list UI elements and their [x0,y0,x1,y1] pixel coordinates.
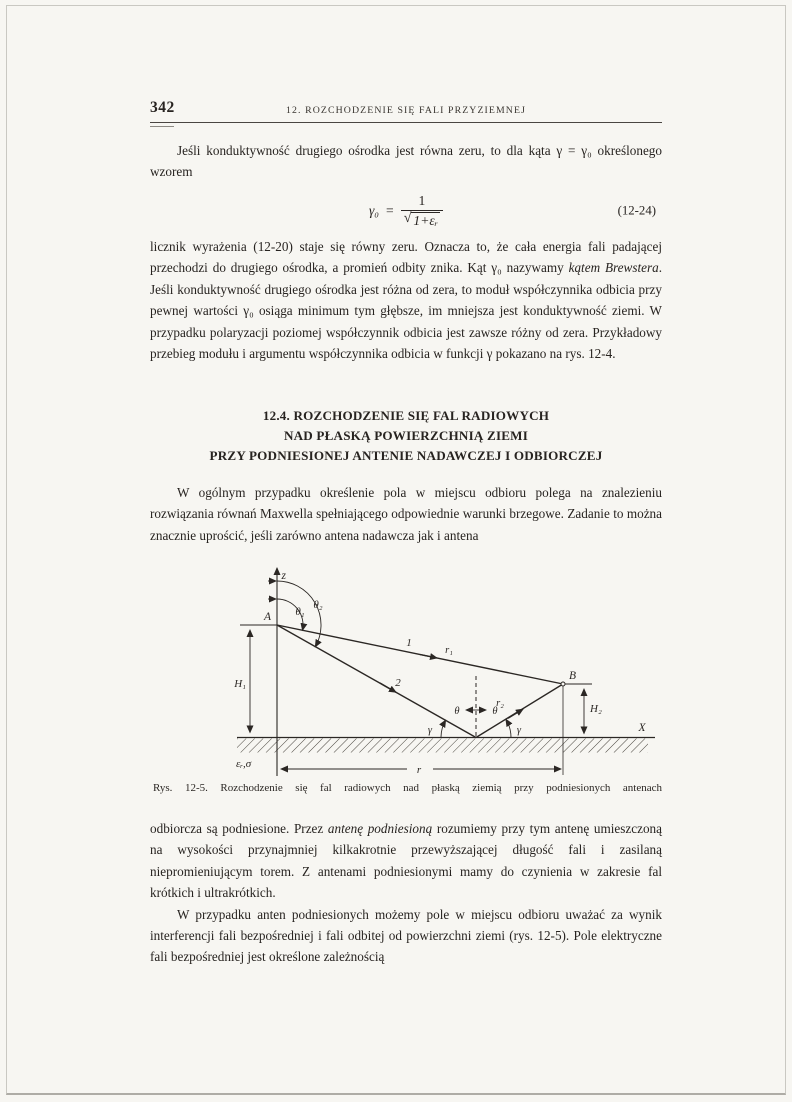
theta2-label: θ₂ [313,599,323,611]
section-heading-line1: 12.4. ROZCHODZENIE SIĘ FAL RADIOWYCH [262,408,550,423]
section-heading-line3: PRZY PODNIESIONEJ ANTENIE NADAWCZEJ I ODBIORCZEJ [209,448,603,463]
point-b-label: B [569,670,577,682]
ray2-label: 2 [395,677,401,689]
bottom-text-block [150,818,662,968]
raised-antenna-term: antenę podniesioną [327,821,433,836]
theta1-label: θ₁ [295,606,305,618]
paragraph-maxwell: W ogólnym przypadku określenie pola w miejscu odbioru polega na znalezieniu rozwiązania równań Maxwella spełniającego odpowiednie warunki brzegowe. Zadanie to można znacznie uprościć, jeśli zarówno antena nadawcza jak i antena [150,485,662,543]
incident-ray [277,625,476,738]
reflected-ray-arrow [508,709,523,718]
r-dimension-label: r [416,764,422,776]
paragraph-brewster-part1: licznik wyrażenia (12-20) staje się równy zeru. Oznacza to, że cała energia fali padającej przechodzi do drugiego ośrodka, a promień odbity znika. Kąt γ₀ nazywamy [150,239,662,276]
h2-label: H₂ [590,703,602,715]
fraction-numerator: 1 [401,194,443,211]
radical-sign: √ [403,211,412,227]
ground-constants-label: εᵣ,σ [236,758,252,770]
point-a-label: A [263,611,271,623]
figure-caption: Rys. 12-5. Rozchodzenie się fal radiowych nad płaską ziemią przy podniesionych antenach [153,782,662,794]
ground-hatching [237,739,648,753]
h1-label: H₁ [234,678,246,690]
z-axis-label: z [281,570,286,582]
section-heading-line2: NAD PŁASKĄ POWIERZCHNIĄ ZIEMI [283,428,529,443]
paragraph-brewster [150,236,662,364]
paragraph-brewster-part2: . Jeśli konduktywność drugiego ośrodka jest różna od zera, to moduł współczynnika odbicia przy pewnej wartości γ₀ osiąga minimum tym głębsze, im mniejsza jest konduktywność ziemi. W przypadku polaryzacji poziomej współczynnik odbicia jest zawsze różny od zera. Przykładowy przebieg modułu i argumentu współczynnika odbicia w funkcji γ pokazano na rys. 12-4. [150,260,662,362]
theta-reflected-label: θ [492,706,498,717]
gamma-incident-arc [441,720,446,737]
paragraph-raised-part1: odbiorcza są podniesione. Przez [150,821,328,836]
equation-equals: = [386,202,394,218]
paragraph-intro: Jeśli konduktywność drugiego ośrodka jest równa zeru, to dla kąta γ = γ₀ określonego wzorem [150,143,662,180]
incident-ray-arrow [380,683,396,692]
ray1-label: 1 [406,637,412,649]
equation-12-24 [150,187,662,234]
section-heading-12-4 [150,406,662,466]
r2-label: r₂ [496,698,504,709]
running-header: 12. ROZCHODZENIE SIĘ FALI PRZYZIEMNEJ [286,105,526,116]
direct-ray-arrow [420,655,437,659]
gamma-incident-label: γ [427,725,433,736]
x-axis-label: X [638,722,646,734]
equation-lhs: γ₀ [368,202,380,218]
brewster-angle-term: kątem Brewstera [568,260,659,276]
point-b-marker [561,682,565,686]
equation-number: (12-24) [617,203,656,217]
page-number: 342 [150,99,175,116]
equation-body [150,187,662,234]
paragraph-raised-part2: rozumiemy przy tym antenę umieszczoną na wysokości przynajmniej kilkakrotnie przewyższającej długość fali i zasilaną niepromieniującym torem. Z antenami podniesionymi mamy do czynienia w zakresie fal krótkich i ultrakrótkich. [150,821,662,901]
page-number-underline [150,126,174,127]
antenna-diagram [228,558,664,780]
equation-fraction [401,194,443,229]
gamma-reflected-arc [506,719,511,737]
page-header [150,99,662,123]
gamma-reflected-label: γ [516,725,522,736]
figure-12-5 [228,558,664,780]
radicand: 1+εᵣ [413,213,439,229]
fraction-denominator [401,211,443,229]
theta-incident-label: θ [454,706,460,717]
paragraph-interference: W przypadku anten podniesionych możemy pole w miejscu odbioru uważać za wynik interferencji fali bezpośredniej i fali odbitej od powierzchni ziemi (rys. 12-5). Pole elektryczne fali bezpośredniej jest określone zależnością [150,906,662,965]
paragraph-raised-antennas [150,818,662,904]
r1-label: r₁ [445,645,453,656]
